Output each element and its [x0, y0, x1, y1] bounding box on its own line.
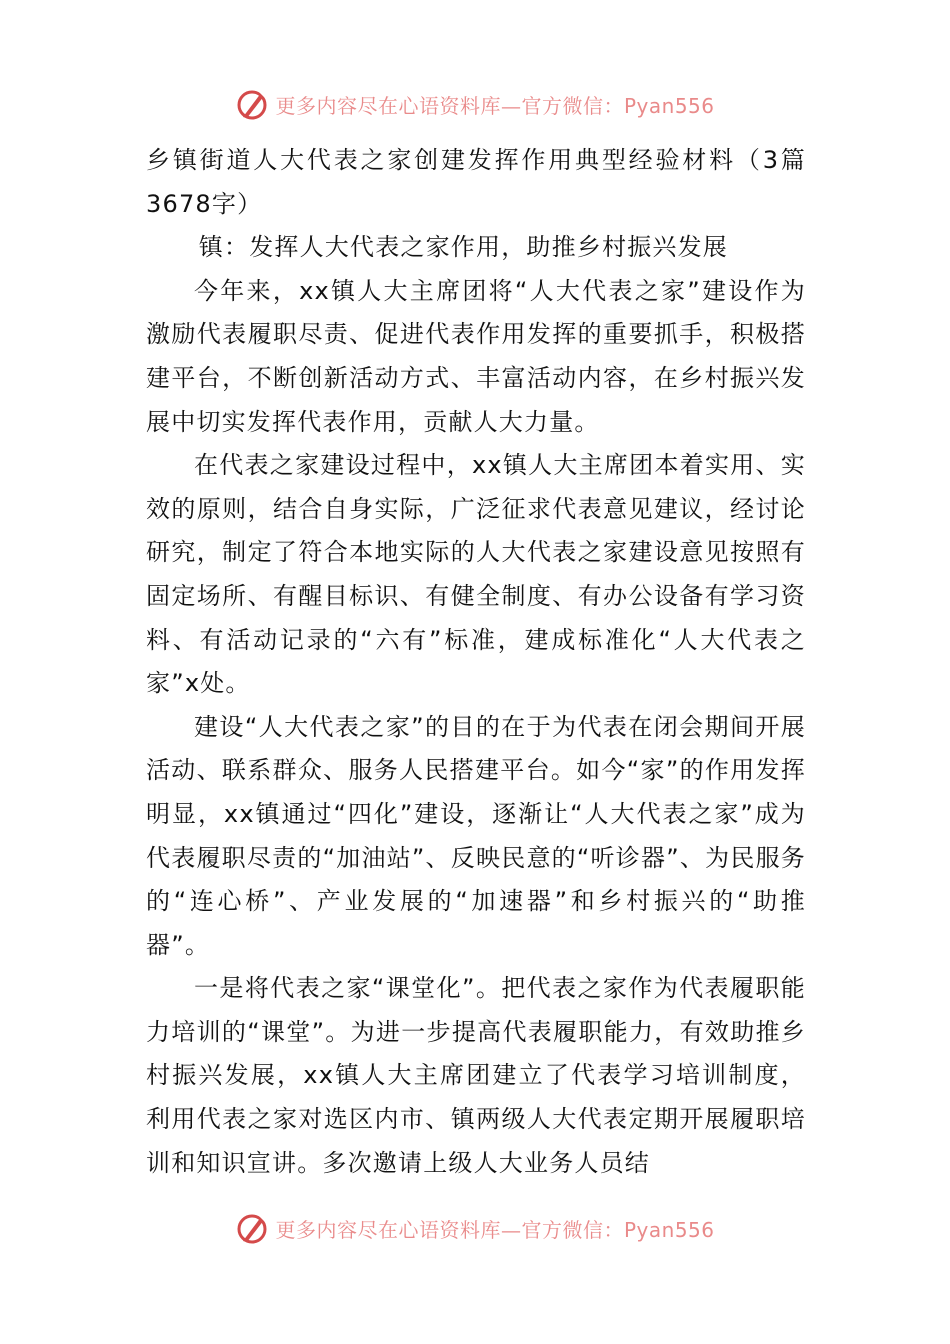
- document-body: [146, 139, 806, 1185]
- watermark-text: [275, 90, 714, 119]
- watermark-banner-bottom: [0, 1208, 950, 1248]
- quill-pen-logo-icon: [235, 1211, 269, 1245]
- watermark-text: [275, 1214, 714, 1243]
- paragraph-3: 建设“人大代表之家”的目的在于为代表在闭会期间开展活动、联系群众、服务人民搭建平台。如今“家”的作用发挥明显，xx镇通过“四化”建设，逐渐让“人大代表之家”成为代表履职尽责的“加油站”、反映民意的“听诊器”、为民服务的“连心桥”、产业发展的“加速器”和乡村振兴的“助推器”。: [146, 712, 806, 959]
- paragraph-4: 一是将代表之家“课堂化”。把代表之家作为代表履职能力培训的“课堂”。为进一步提高代表履职能力，有效助推乡村振兴发展，xx镇人大主席团建立了代表学习培训制度，利用代表之家对选区内市、镇两级人大代表定期开展履职培训和知识宣讲。多次邀请上级人大业务人员结: [146, 974, 806, 1177]
- quill-pen-logo-icon: [235, 87, 269, 121]
- wechat-id: Pyan556: [623, 93, 715, 118]
- watermark-label: 更多内容尽在心语资料库—官方微信：: [275, 1217, 624, 1242]
- document-subtitle: 镇：发挥人大代表之家作用，助推乡村振兴发展: [198, 233, 728, 262]
- paragraph-1: 今年来，xx镇人大主席团将“人大代表之家”建设作为激励代表履职尽责、促进代表作用发挥的重要抓手，积极搭建平台，不断创新活动方式、丰富活动内容，在乡村振兴发展中切实发挥代表作用，贡献人大力量。: [146, 276, 806, 436]
- wechat-id: Pyan556: [623, 1217, 715, 1242]
- paragraph-2: 在代表之家建设过程中，xx镇人大主席团本着实用、实效的原则，结合自身实际，广泛征求代表意见建议，经讨论研究，制定了符合本地实际的人大代表之家建设意见按照有固定场所、有醒目标识、有健全制度、有办公设备有学习资料、有活动记录的“六有”标准，建成标准化“人大代表之家”x处。: [146, 451, 806, 698]
- document-title: 乡镇街道人大代表之家创建发挥作用典型经验材料（3篇3678字）: [146, 146, 806, 218]
- watermark-label: 更多内容尽在心语资料库—官方微信：: [275, 93, 624, 118]
- watermark-banner-top: [0, 84, 950, 124]
